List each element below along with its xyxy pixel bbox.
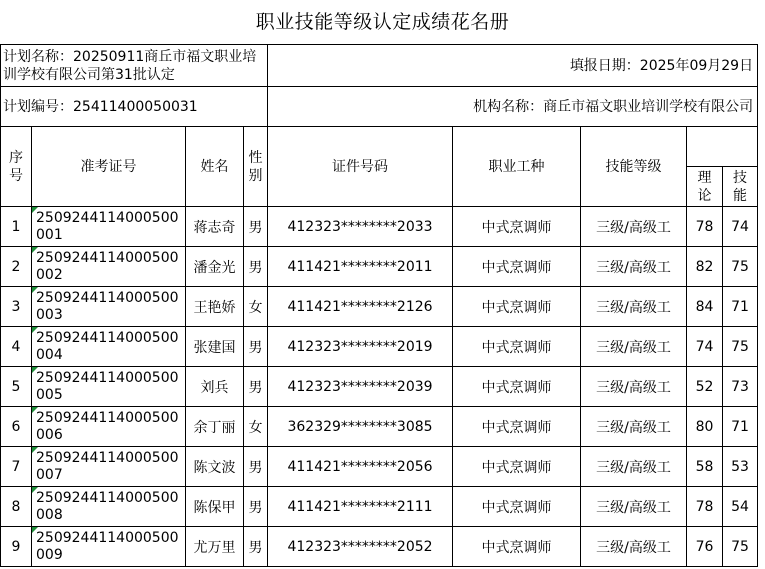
- level-cell[interactable]: 三级/高级工: [581, 487, 687, 527]
- gender-cell[interactable]: 男: [244, 327, 268, 367]
- id-no-cell[interactable]: 411421********2056: [268, 447, 453, 487]
- gender-cell[interactable]: 男: [244, 447, 268, 487]
- header-exam-no[interactable]: 准考证号: [32, 127, 186, 207]
- skill-score-cell[interactable]: 75: [723, 247, 758, 287]
- skill-score-cell[interactable]: 54: [723, 487, 758, 527]
- exam-no-cell[interactable]: [32, 207, 186, 247]
- skill-score-cell[interactable]: 75: [723, 327, 758, 367]
- cell-note-marker: [32, 287, 38, 293]
- table-row: [1, 407, 758, 447]
- exam-no-text: 2509244114000500004: [36, 329, 179, 363]
- seq-cell[interactable]: 7: [1, 447, 32, 487]
- header-skill-label: 技能: [733, 169, 748, 204]
- name-cell[interactable]: 蒋志奇: [186, 207, 244, 247]
- exam-no-text: 2509244114000500002: [36, 249, 179, 283]
- header-name[interactable]: 姓名: [186, 127, 244, 207]
- occupation-cell[interactable]: 中式烹调师: [453, 447, 581, 487]
- gender-cell[interactable]: 男: [244, 207, 268, 247]
- header-occupation[interactable]: 职业工种: [453, 127, 581, 207]
- header-seq-label: 序号: [9, 149, 23, 184]
- exam-no-text: 2509244114000500001: [36, 209, 179, 243]
- id-no-cell[interactable]: 412323********2033: [268, 207, 453, 247]
- name-cell[interactable]: 陈文波: [186, 447, 244, 487]
- name-cell[interactable]: 张建国: [186, 327, 244, 367]
- name-cell[interactable]: 刘兵: [186, 367, 244, 407]
- seq-cell[interactable]: 9: [1, 527, 32, 567]
- name-cell[interactable]: 尤万里: [186, 527, 244, 567]
- cell-note-marker: [32, 407, 38, 413]
- seq-cell[interactable]: 3: [1, 287, 32, 327]
- header-gender-label: 性别: [248, 149, 263, 184]
- id-no-cell[interactable]: 362329********3085: [268, 407, 453, 447]
- gender-cell[interactable]: 男: [244, 247, 268, 287]
- skill-score-cell[interactable]: 73: [723, 367, 758, 407]
- theory-score-cell[interactable]: 82: [687, 247, 723, 287]
- table-row: [1, 287, 758, 327]
- seq-cell[interactable]: 6: [1, 407, 32, 447]
- level-cell[interactable]: 三级/高级工: [581, 367, 687, 407]
- header-skill-level[interactable]: 技能等级: [581, 127, 687, 207]
- level-cell[interactable]: 三级/高级工: [581, 207, 687, 247]
- seq-cell[interactable]: 5: [1, 367, 32, 407]
- roster-table: [0, 44, 758, 567]
- occupation-cell[interactable]: 中式烹调师: [453, 287, 581, 327]
- occupation-cell[interactable]: 中式烹调师: [453, 407, 581, 447]
- exam-no-text: 2509244114000500005: [36, 369, 179, 403]
- gender-cell[interactable]: 男: [244, 367, 268, 407]
- theory-score-cell[interactable]: 80: [687, 407, 723, 447]
- cell-note-marker: [32, 207, 38, 213]
- skill-score-cell[interactable]: 74: [723, 207, 758, 247]
- theory-score-cell[interactable]: 84: [687, 287, 723, 327]
- level-cell[interactable]: 三级/高级工: [581, 327, 687, 367]
- table-row: [1, 527, 758, 567]
- seq-cell[interactable]: 2: [1, 247, 32, 287]
- exam-no-text: 2509244114000500006: [36, 409, 179, 443]
- exam-no-cell[interactable]: [32, 367, 186, 407]
- table-row: [1, 447, 758, 487]
- theory-score-cell[interactable]: 76: [687, 527, 723, 567]
- skill-score-cell[interactable]: 75: [723, 527, 758, 567]
- id-no-cell[interactable]: 412323********2019: [268, 327, 453, 367]
- cell-note-marker: [32, 447, 38, 453]
- name-cell[interactable]: 余丁丽: [186, 407, 244, 447]
- theory-score-cell[interactable]: 78: [687, 487, 723, 527]
- id-no-cell[interactable]: 411421********2111: [268, 487, 453, 527]
- table-row: [1, 367, 758, 407]
- exam-no-cell[interactable]: [32, 527, 186, 567]
- id-no-cell[interactable]: 411421********2011: [268, 247, 453, 287]
- exam-no-text: 2509244114000500003: [36, 289, 179, 323]
- header-row-1: [1, 127, 758, 167]
- occupation-cell[interactable]: 中式烹调师: [453, 527, 581, 567]
- header-theory[interactable]: [687, 167, 723, 207]
- header-seq[interactable]: [1, 127, 32, 207]
- exam-no-text: 2509244114000500008: [36, 489, 179, 523]
- skill-score-cell[interactable]: 71: [723, 287, 758, 327]
- name-cell[interactable]: 王艳娇: [186, 287, 244, 327]
- header-score-group[interactable]: [687, 127, 758, 167]
- exam-no-cell[interactable]: [32, 327, 186, 367]
- exam-no-text: 2509244114000500007: [36, 449, 179, 483]
- name-cell[interactable]: 潘金光: [186, 247, 244, 287]
- cell-note-marker: [32, 367, 38, 373]
- id-no-cell[interactable]: 412323********2039: [268, 367, 453, 407]
- occupation-cell[interactable]: 中式烹调师: [453, 327, 581, 367]
- exam-no-text: 2509244114000500009: [36, 529, 179, 563]
- level-cell[interactable]: 三级/高级工: [581, 287, 687, 327]
- header-id-no[interactable]: 证件号码: [268, 127, 453, 207]
- level-cell[interactable]: 三级/高级工: [581, 527, 687, 567]
- cell-note-marker: [32, 327, 38, 333]
- level-cell[interactable]: 三级/高级工: [581, 247, 687, 287]
- plan-name-cell[interactable]: 计划名称：20250911商丘市福文职业培训学校有限公司第31批认定: [1, 45, 268, 87]
- header-gender[interactable]: [244, 127, 268, 207]
- gender-cell[interactable]: 女: [244, 287, 268, 327]
- table-row: [1, 327, 758, 367]
- cell-note-marker: [32, 247, 38, 253]
- gender-cell[interactable]: 男: [244, 527, 268, 567]
- info-row-1: [1, 45, 758, 87]
- info-row-2: [1, 87, 758, 127]
- theory-score-cell[interactable]: 78: [687, 207, 723, 247]
- occupation-cell[interactable]: 中式烹调师: [453, 247, 581, 287]
- header-theory-label: 理论: [697, 169, 712, 204]
- skill-score-cell[interactable]: 71: [723, 407, 758, 447]
- level-cell[interactable]: 三级/高级工: [581, 447, 687, 487]
- seq-cell[interactable]: 8: [1, 487, 32, 527]
- name-cell[interactable]: 陈保甲: [186, 487, 244, 527]
- table-row: [1, 207, 758, 247]
- occupation-cell[interactable]: 中式烹调师: [453, 367, 581, 407]
- cell-note-marker: [32, 487, 38, 493]
- theory-score-cell[interactable]: 58: [687, 447, 723, 487]
- sheet-title: 职业技能等级认定成绩花名册: [255, 11, 510, 33]
- theory-score-cell[interactable]: 74: [687, 327, 723, 367]
- plan-no-cell[interactable]: 计划编号：25411400050031: [1, 87, 268, 127]
- gender-cell[interactable]: 女: [244, 407, 268, 447]
- exam-no-cell[interactable]: [32, 247, 186, 287]
- id-no-cell[interactable]: 411421********2126: [268, 287, 453, 327]
- table-row: [1, 247, 758, 287]
- cell-note-marker: [32, 527, 38, 533]
- table-row: [1, 487, 758, 527]
- org-name-cell[interactable]: 机构名称：商丘市福文职业培训学校有限公司: [268, 87, 758, 127]
- exam-no-cell[interactable]: [32, 287, 186, 327]
- id-no-cell[interactable]: 412323********2052: [268, 527, 453, 567]
- occupation-cell[interactable]: 中式烹调师: [453, 487, 581, 527]
- seq-cell[interactable]: 4: [1, 327, 32, 367]
- gender-cell[interactable]: 男: [244, 487, 268, 527]
- seq-cell[interactable]: 1: [1, 207, 32, 247]
- header-skill[interactable]: [723, 167, 758, 207]
- level-cell[interactable]: 三级/高级工: [581, 407, 687, 447]
- skill-score-cell[interactable]: 53: [723, 447, 758, 487]
- exam-no-cell[interactable]: [32, 407, 186, 447]
- theory-score-cell[interactable]: 52: [687, 367, 723, 407]
- exam-no-cell[interactable]: [32, 447, 186, 487]
- fill-date-cell[interactable]: 填报日期：2025年09月29日: [268, 45, 758, 87]
- exam-no-cell[interactable]: [32, 487, 186, 527]
- occupation-cell[interactable]: 中式烹调师: [453, 207, 581, 247]
